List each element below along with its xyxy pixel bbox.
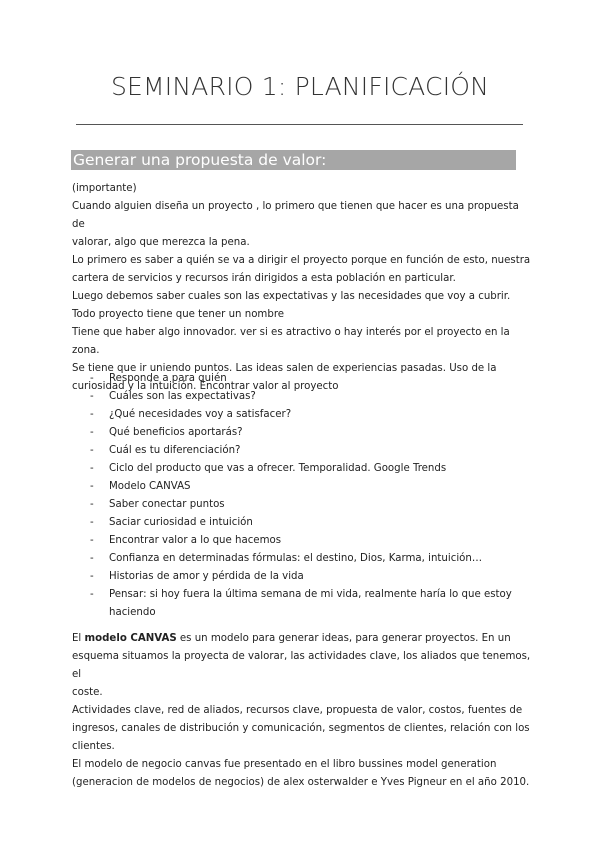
list-item	[72, 568, 532, 586]
intro-paragraph	[72, 180, 532, 396]
bullet-dash: -	[90, 409, 94, 420]
list-item-text: Pensar: si hoy fuera la última semana de mi vida, realmente haría lo que estoy	[109, 589, 512, 600]
list-item	[72, 514, 532, 532]
list-item-text: Responde a para quién	[109, 373, 227, 384]
canvas-prefix: El	[72, 633, 85, 644]
canvas-line: esquema situamos la proyecta de valorar, las actividades clave, los aliados que tenemos, el	[72, 651, 531, 680]
canvas-line: Actividades clave, red de aliados, recursos clave, propuesta de valor, costos, fuentes de	[72, 705, 523, 716]
page-title: SEMINARIO 1: PLANIFICACIÓN	[110, 72, 490, 101]
intro-line: cartera de servicios y recursos irán dirigidos a esta población en particular.	[72, 273, 456, 284]
canvas-line: ingresos, canales de distribución y comunicación, segmentos de clientes, relación con los	[72, 723, 530, 734]
bullet-dash: -	[90, 427, 94, 438]
list-item-text: Cuál es tu diferenciación?	[109, 445, 241, 456]
intro-line: Lo primero es saber a quién se va a dirigir el proyecto porque en función de esto, nuestra	[72, 255, 531, 266]
list-item-text: Qué beneficios aportarás?	[109, 427, 243, 438]
intro-line: Todo proyecto tiene que tener un nombre	[72, 309, 285, 320]
list-item-text: Confianza en determinadas fórmulas: el destino, Dios, Karma, intuición…	[109, 553, 483, 564]
list-item	[72, 370, 532, 388]
bullet-dash: -	[90, 535, 94, 546]
bullet-dash: -	[90, 391, 94, 402]
canvas-line	[72, 630, 532, 648]
intro-line: (importante)	[72, 183, 137, 194]
list-item	[72, 478, 532, 496]
list-item-text: Historias de amor y pérdida de la vida	[109, 571, 304, 582]
bullet-dash: -	[90, 517, 94, 528]
bullet-list	[72, 370, 532, 622]
canvas-suffix: es un modelo para generar ideas, para generar proyectos. En un	[176, 633, 511, 644]
canvas-line: coste.	[72, 687, 103, 698]
list-item	[72, 532, 532, 550]
list-item	[72, 550, 532, 568]
canvas-line: El modelo de negocio canvas fue presentado en el libro bussines model generation	[72, 759, 497, 770]
list-item-text: Cuáles son las expectativas?	[109, 391, 256, 402]
list-item-text: Modelo CANVAS	[109, 481, 191, 492]
intro-line: Se tiene que ir uniendo puntos. Las ideas salen de experiencias pasadas. Uso de la	[72, 363, 497, 374]
section-heading: Generar una propuesta de valor:	[71, 150, 516, 170]
intro-line: curiosidad y la intuición. Encontrar valor al proyecto	[72, 381, 339, 392]
bullet-dash: -	[90, 373, 94, 384]
list-item-text: Saciar curiosidad e intuición	[109, 517, 253, 528]
bullet-dash: -	[90, 481, 94, 492]
list-item	[72, 586, 532, 604]
bullet-dash: -	[90, 463, 94, 474]
bullet-dash: -	[90, 499, 94, 510]
list-item	[72, 424, 532, 442]
list-item-text: Encontrar valor a lo que hacemos	[109, 535, 282, 546]
intro-line: valorar, algo que merezca la pena.	[72, 237, 250, 248]
canvas-bold-term: modelo CANVAS	[84, 633, 177, 644]
list-item-text: ¿Qué necesidades voy a satisfacer?	[109, 409, 292, 420]
bullet-dash: -	[90, 445, 94, 456]
list-item-continuation	[72, 604, 532, 622]
canvas-paragraph	[72, 630, 532, 792]
list-item	[72, 496, 532, 514]
list-item-text: haciendo	[109, 607, 156, 618]
list-item-text: Saber conectar puntos	[109, 499, 225, 510]
list-item	[72, 388, 532, 406]
bullet-dash: -	[90, 571, 94, 582]
list-item	[72, 460, 532, 478]
intro-line: Tiene que haber algo innovador. ver si es atractivo o hay interés por el proyecto en la zona.	[72, 327, 510, 356]
bullet-dash: -	[90, 553, 94, 564]
list-item	[72, 442, 532, 460]
canvas-line: (generacion de modelos de negocios) de alex osterwalder e Yves Pigneur en el año 2010.	[72, 777, 530, 788]
list-item-text: Ciclo del producto que vas a ofrecer. Temporalidad. Google Trends	[109, 463, 447, 474]
intro-line: Cuando alguien diseña un proyecto , lo primero que tienen que hacer es una propuesta de	[72, 201, 519, 230]
title-divider	[76, 124, 523, 125]
list-item	[72, 406, 532, 424]
canvas-line: clientes.	[72, 741, 115, 752]
intro-line: Luego debemos saber cuales son las expectativas y las necesidades que voy a cubrir.	[72, 291, 511, 302]
bullet-dash: -	[90, 589, 94, 600]
